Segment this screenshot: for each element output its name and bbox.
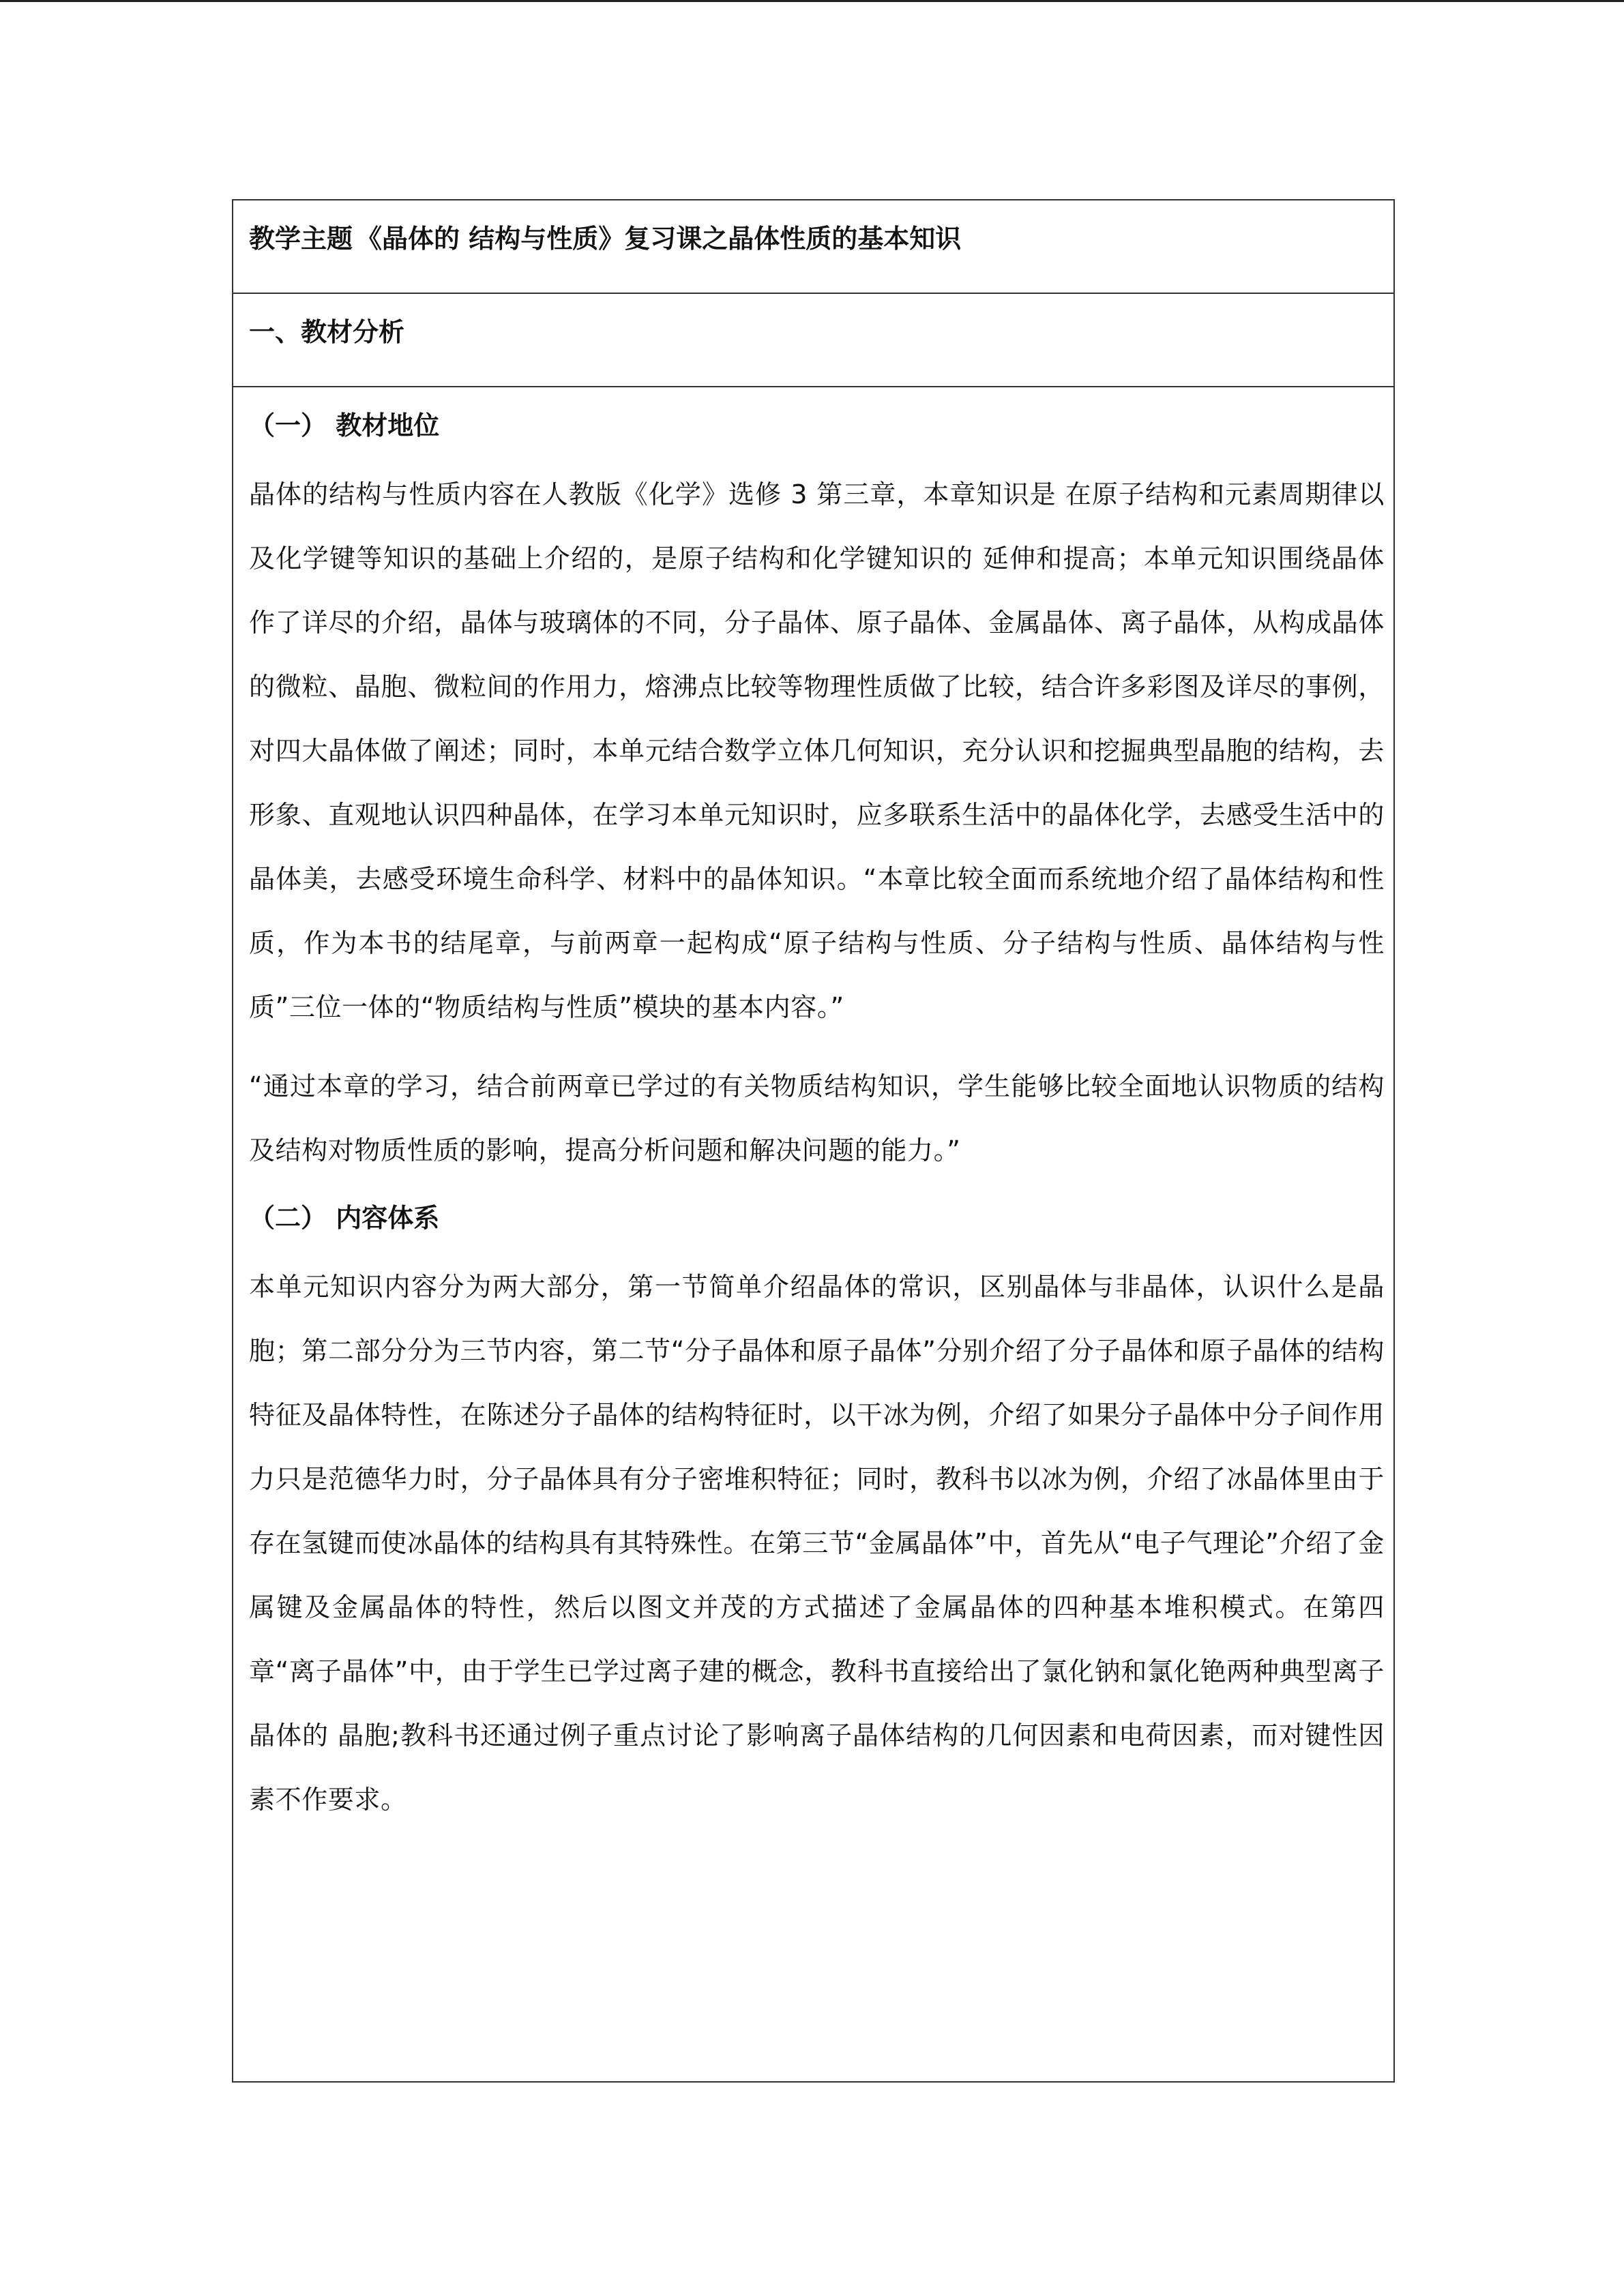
topic-line [249,218,961,259]
section-heading: 一、教材分析 [249,317,405,347]
subsection-heading-position: （一） 教材地位 [249,411,440,441]
page-top-rule [0,0,1624,2]
content-row [233,387,1393,2081]
paragraph-learning-goal: “通过本章的学习，结合前两章已学过的有关物质结构知识，学生能够比较全面地认识物质的结构及结构对物质性质的影响，提高分析问题和解决问题的能力。” [249,1071,1385,1165]
lesson-plan-table [232,199,1395,2083]
topic-title: 《晶体的 结构与性质》复习课之晶体性质的基本知识 [356,224,962,254]
topic-row [233,200,1393,294]
section-row [233,294,1393,387]
content-cell [249,387,1385,1832]
subsection-heading-content-system: （二） 内容体系 [249,1203,440,1233]
paragraph-content-system: 本单元知识内容分为两大部分，第一节简单介绍晶体的常识，区别晶体与非晶体，认识什么是晶胞；第二部分分为三节内容，第二节“分子晶体和原子晶体”分别介绍了分子晶体和原子晶体的结构特征及晶体特性，在陈述分子晶体的结构特征时，以干冰为例，介绍了如果分子晶体中分子间作用力只是范德华力时，分子晶体具有分子密堆积特征；同时，教科书以冰为例，介绍了冰晶体里由于存在氢键而使冰晶体的结构具有其特殊性。在第三节“金属晶体”中，首先从“电子气理论”介绍了金属键及金属晶体的特性，然后以图文并茂的方式描述了金属晶体的四种基本堆积模式。在第四章“离子晶体”中，由于学生已学过离子建的概念，教科书直接给出了氯化钠和氯化铯两种典型离子晶体的 晶胞;教科书还通过例子重点讨论了影响离子晶体结构的几何因素和电荷因素，而对键性因素不作要求。 [249,1272,1385,1815]
topic-label: 教学主题 [249,224,353,254]
paragraph-position: 晶体的结构与性质内容在人教版《化学》选修 3 第三章，本章知识是 在原子结构和元素周期律以及化学键等知识的基础上介绍的，是原子结构和化学键知识的 延伸和提高；本单元知识围绕晶体作了详尽的介绍，晶体与玻璃体的不同，分子晶体、原子晶体、金属晶体、离子晶体，从构成晶体的微粒、晶胞、微粒间的作用力，熔沸点比较等物理性质做了比较，结合许多彩图及详尽的事例，对四大晶体做了阐述；同时，本单元结合数学立体几何知识，充分认识和挖掘典型晶胞的结构，去形象、直观地认识四种晶体，在学习本单元知识时，应多联系生活中的晶体化学，去感受生活中的晶体美，去感受环境生命科学、材料中的晶体知识。“本章比较全面而系统地介绍了晶体结构和性质，作为本书的结尾章，与前两章一起构成“原子结构与性质、分子结构与性质、晶体结构与性质”三位一体的“物质结构与性质”模块的基本内容。” [249,479,1385,1022]
